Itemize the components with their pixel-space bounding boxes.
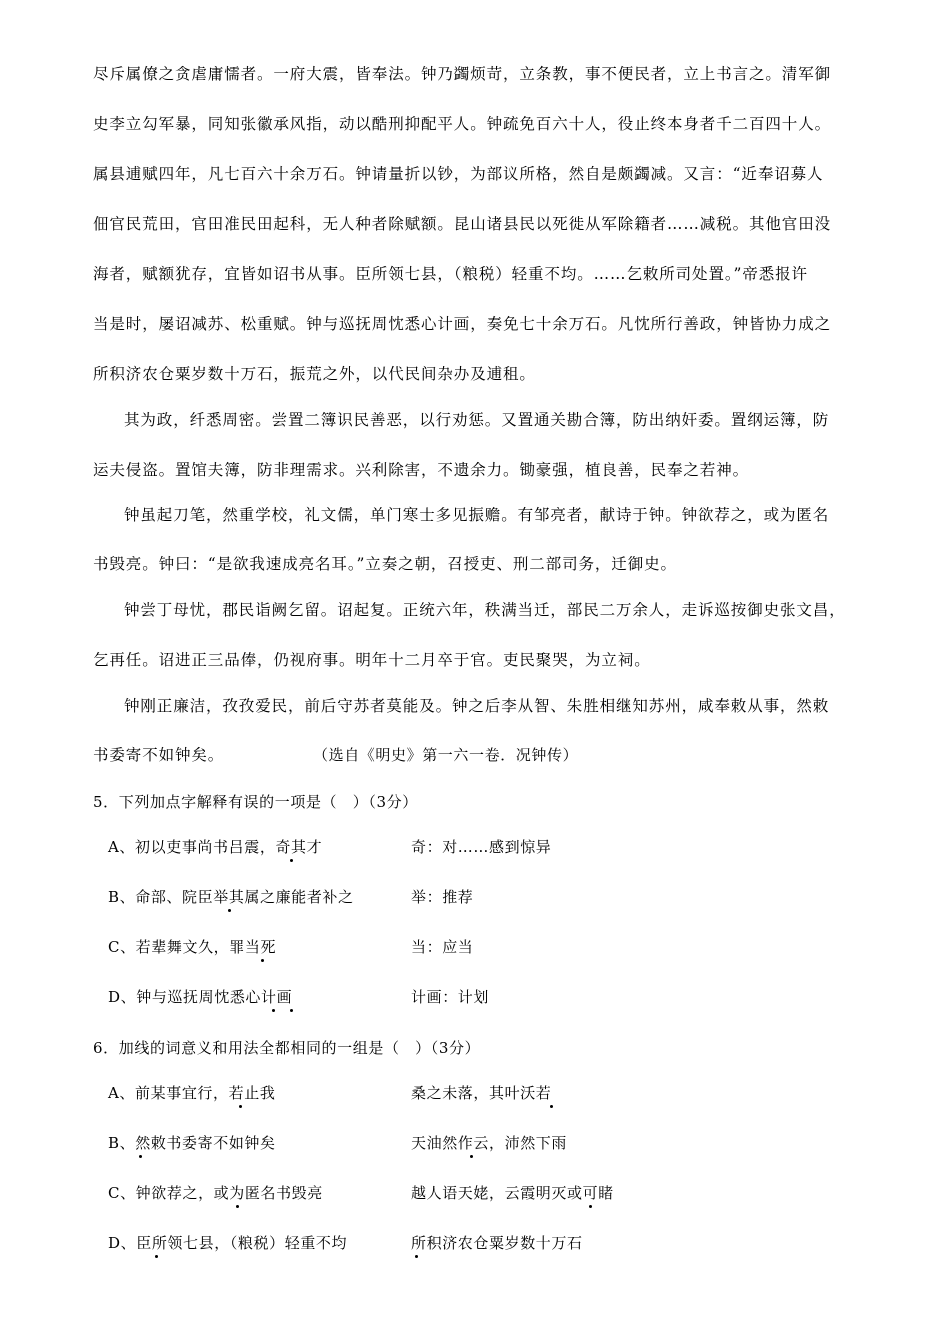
passage-line-10: 钟虽起刀笔，然重学校，礼文儒，单门寒士多见振赡。有邹亮者，献诗于钟。钟欲荐之，或为匿名 — [124, 506, 830, 524]
question-6-title: 6．加线的词意义和用法全都相同的一组是（ ）（3分） — [93, 1039, 481, 1057]
passage-line-3: 属县逋赋四年，凡七百六十余万石。钟请量折以钞，为部议所格，然自是颇蠲减。又言：“近奉诏募人 — [93, 165, 824, 183]
passage-line-8: 其为政，纤悉周密。尝置二簿识民善恶，以行劝惩。又置通关勘合簿，防出纳奸委。置纲运簿，防 — [124, 411, 830, 429]
passage-line-12: 钟尝丁母忧，郡民诣阙乞留。诏起复。正统六年，秩满当迁，部民二万余人，走诉巡按御史张文昌， — [124, 601, 846, 619]
emphasis-dot — [290, 859, 293, 862]
passage-line-15: 书委寄不如钟矣。 — [93, 746, 225, 764]
passage-line-11: 书毁亮。钟曰：“是欲我速成亮名耳。”立奏之朝，召授吏、刑二部司务，迁御史。 — [93, 555, 677, 573]
q5-option-d-explanation: 计画：计划 — [411, 988, 490, 1006]
q6-option-a-explanation: 桑之未落，其叶沃若 — [411, 1084, 552, 1102]
q5-option-a: A、初以吏事尚书吕震，奇其才 — [108, 838, 323, 856]
q5-option-c: C、若辈舞文久，罪当死 — [108, 938, 277, 956]
emphasis-dot — [272, 1009, 275, 1012]
emphasis-dot — [470, 1155, 473, 1158]
q6-option-d: D、臣所领七县，（粮税）轻重不均 — [108, 1234, 348, 1252]
passage-line-6: 当是时，屡诏减苏、松重赋。钟与巡抚周忱悉心计画，奏免七十余万石。凡忱所行善政，钟皆协力成之 — [93, 315, 832, 333]
passage-line-7: 所积济农仓粟岁数十万石，振荒之外，以代民间杂办及逋租。 — [93, 365, 536, 383]
emphasis-dot — [139, 1155, 142, 1158]
emphasis-dot — [589, 1205, 592, 1208]
passage-line-9: 运夫侵盗。置馆夫簿，防非理需求。兴利除害，不遗余力。锄豪强，植良善，民奉之若神。 — [93, 461, 750, 479]
question-5-title: 5．下列加点字解释有误的一项是（ ）（3分） — [93, 793, 418, 811]
q5-option-a-explanation: 奇：对……感到惊异 — [411, 838, 552, 856]
q6-option-a: A、前某事宜行，若止我 — [108, 1084, 276, 1102]
passage-line-2: 史李立勾军暴，同知张徽承风指，动以酷刑抑配平人。钟疏免百六十人，役止终本身者千二百四十人。 — [93, 115, 832, 133]
emphasis-dot — [261, 959, 264, 962]
passage-line-1: 尽斥属僚之贪虐庸懦者。一府大震，皆奉法。钟乃蠲烦苛，立条教，事不便民者，立上书言之。清军御 — [93, 65, 832, 83]
emphasis-dot — [290, 1009, 293, 1012]
passage-line-13: 乞再任。诏进正三品俸，仍视府事。明年十二月卒于官。吏民聚哭，为立祠。 — [93, 651, 651, 669]
passage-source: （选自《明史》第一六一卷．况钟传） — [313, 746, 579, 764]
q5-option-b: B、命部、院臣举其属之廉能者补之 — [108, 888, 354, 906]
passage-line-14: 钟刚正廉洁，孜孜爱民，前后守苏者莫能及。钟之后李从智、朱胜相继知苏州，咸奉敕从事，然敕 — [124, 697, 830, 715]
q5-option-b-explanation: 举：推荐 — [411, 888, 474, 906]
q5-option-c-explanation: 当：应当 — [411, 938, 474, 956]
emphasis-dot — [228, 909, 231, 912]
emphasis-dot — [155, 1255, 158, 1258]
q6-option-c-explanation: 越人语天姥，云霞明灭或可睹 — [411, 1184, 614, 1202]
emphasis-dot — [415, 1255, 418, 1258]
q6-option-c: C、钟欲荐之，或为匿名书毁亮 — [108, 1184, 323, 1202]
q6-option-d-explanation: 所积济农仓粟岁数十万石 — [411, 1234, 583, 1252]
q6-option-b-explanation: 天油然作云，沛然下雨 — [411, 1134, 568, 1152]
emphasis-dot — [550, 1105, 553, 1108]
emphasis-dot — [236, 1205, 239, 1208]
q6-option-b: B、然敕书委寄不如钟矣 — [108, 1134, 276, 1152]
passage-line-4: 佃官民荒田，官田准民田起科，无人种者除赋额。昆山诸县民以死徙从军除籍者……减税。其他官田没 — [93, 215, 832, 233]
q5-option-d: D、钟与巡抚周忱悉心计画 — [108, 988, 293, 1006]
passage-line-5: 海者，赋额犹存，宜皆如诏书从事。臣所领七县，（粮税）轻重不均。……乞敕所司处置。”帝悉报许 — [93, 265, 808, 283]
emphasis-dot — [239, 1105, 242, 1108]
